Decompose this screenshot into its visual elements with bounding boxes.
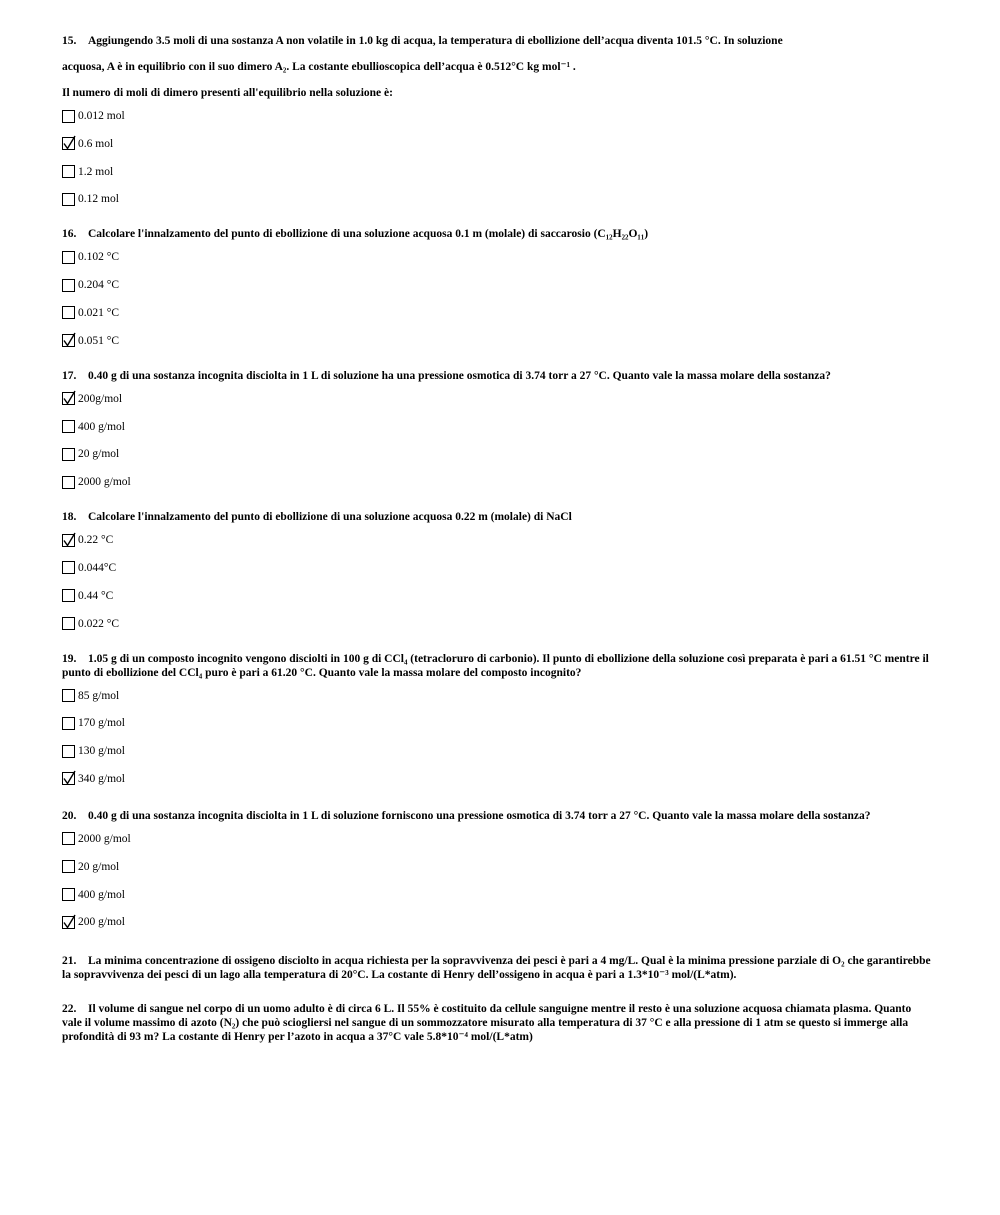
checkbox[interactable] (62, 745, 75, 758)
answer-option-label: 400 g/mol (78, 420, 125, 433)
checkbox[interactable] (62, 717, 75, 730)
checkbox[interactable] (62, 448, 75, 461)
answer-option-label: 0.204 °C (78, 279, 120, 292)
question-number: 16. (62, 228, 77, 241)
answer-option[interactable] (62, 771, 932, 787)
question-text-span: 1.05 g di un composto incognito vengono disciolti in 100 g di CCl₄ (tetracloruro di carbonio). Il punto di ebollizione della soluzione così preparata è pari a 61.51 °C mentre il punto di ebollizione del CCl₄ puro è pari a 61.20 °C. Quanto vale la massa molare del composto incognito? (62, 652, 929, 679)
answer-option-label: 0.6 mol (78, 137, 114, 150)
question-text-span: La minima concentrazione di ossigeno disciolto in acqua richiesta per la sopravvivenza dei pesci è pari a 4 mg/L. Qual è la minima pressione parziale di O₂ che garantirebbe la sopravvivenza dei pesci di un lago alla temperatura di 20°C. La costante di Henry dell’ossigeno in acqua è pari a 1.3*10⁻³ mol/(L*atm). (62, 955, 931, 982)
answer-option-label: 1.2 mol (78, 165, 114, 178)
answer-option-label: 0.051 °C (78, 334, 120, 347)
answer-option-label: 0.12 mol (78, 193, 119, 206)
checkbox[interactable] (62, 888, 75, 901)
checked-checkbox[interactable] (62, 534, 75, 547)
question-text (62, 954, 932, 982)
answer-option-label: 340 g/mol (78, 772, 125, 785)
answer-option[interactable] (62, 743, 932, 759)
answer-option-label: 20 g/mol (78, 860, 120, 873)
checked-checkbox[interactable] (62, 334, 75, 347)
question-number: 19. (62, 652, 77, 665)
answer-option[interactable] (62, 333, 932, 349)
question-18 (62, 510, 932, 631)
checkbox[interactable] (62, 476, 75, 489)
question-text (62, 809, 932, 823)
question-20 (62, 809, 932, 930)
question-text-span: 0.40 g di una sostanza incognita disciolta in 1 L di soluzione ha una pressione osmotica di 3.74 torr a 27 °C. Quanto vale la massa molare della sostanza? (88, 369, 831, 382)
question-text-span: Calcolare l'innalzamento del punto di ebollizione di una soluzione acquosa 0.22 m (molale) di NaCl (88, 511, 572, 524)
answer-option-label: 0.022 °C (78, 617, 120, 630)
answer-option-label: 2000 g/mol (78, 476, 131, 489)
checkmark-icon (62, 135, 76, 151)
options-list (62, 249, 932, 348)
options-list (62, 391, 932, 490)
checkbox[interactable] (62, 420, 75, 433)
answer-option-label: 200 g/mol (78, 916, 125, 929)
question-21 (62, 954, 932, 982)
checkbox[interactable] (62, 279, 75, 292)
question-number: 21. (62, 955, 77, 968)
answer-option[interactable] (62, 688, 932, 704)
checkbox[interactable] (62, 251, 75, 264)
checked-checkbox[interactable] (62, 392, 75, 405)
question-number: 15. (62, 35, 77, 47)
question-text-span: Calcolare l'innalzamento del punto di ebollizione di una soluzione acquosa 0.1 m (molale) di saccarosio (C₁₂H₂₂O₁₁) (88, 228, 649, 241)
options-list (62, 532, 932, 631)
answer-option[interactable] (62, 419, 932, 435)
checkmark-icon (62, 770, 76, 786)
question-19 (62, 652, 932, 787)
question-number: 18. (62, 511, 77, 524)
checked-checkbox[interactable] (62, 772, 75, 785)
question-text-span: acquosa, A è in equilibrio con il suo dimero A₂. La costante ebullioscopica dell’acqua è 0.512°C kg mol⁻¹ . (62, 61, 576, 73)
question-text (62, 369, 932, 383)
checkbox[interactable] (62, 561, 75, 574)
question-text-span: Il numero di moli di dimero presenti all'equilibrio nella soluzione è: (62, 87, 393, 99)
question-number: 20. (62, 809, 77, 822)
question-text (62, 510, 932, 524)
checkbox[interactable] (62, 589, 75, 602)
checkbox[interactable] (62, 689, 75, 702)
question-text-span: Aggiungendo 3.5 moli di una sostanza A non volatile in 1.0 kg di acqua, la temperatura di ebollizione dell’acqua diventa 101.5 °C. In soluzione (88, 35, 783, 47)
answer-option[interactable] (62, 715, 932, 731)
answer-option[interactable] (62, 616, 932, 632)
answer-option[interactable] (62, 446, 932, 462)
checkbox[interactable] (62, 306, 75, 319)
answer-option-label: 0.22 °C (78, 534, 114, 547)
checked-checkbox[interactable] (62, 137, 75, 150)
answer-option[interactable] (62, 108, 932, 124)
checkbox[interactable] (62, 110, 75, 123)
answer-option-label: 2000 g/mol (78, 832, 131, 845)
question-text (62, 227, 932, 241)
answer-option-label: 400 g/mol (78, 888, 125, 901)
answer-option[interactable] (62, 474, 932, 490)
answer-option-label: 0.102 °C (78, 251, 120, 264)
question-number: 17. (62, 369, 77, 382)
answer-option[interactable] (62, 914, 932, 930)
answer-option[interactable] (62, 164, 932, 180)
question-15 (62, 34, 932, 207)
question-text-span: Il volume di sangue nel corpo di un uomo adulto è di circa 6 L. Il 55% è costituito da cellule sanguigne mentre il resto è una soluzione acquosa chiamata plasma. Quanto vale il volume massimo di azoto (N₂) che può sciogliersi nel sangue di un sommozzatore misurato alla temperatura di 37 °C e alla pressione di 1 atm se questo si immerge alla profondità di 93 m? La costante di Henry per l’azoto in acqua a 37°C vale 5.8*10⁻⁴ mol/(L*atm) (62, 1003, 912, 1044)
answer-option-label: 0.44 °C (78, 589, 114, 602)
answer-option[interactable] (62, 305, 932, 321)
answer-option[interactable] (62, 532, 932, 548)
question-16 (62, 227, 932, 348)
question-text (62, 1002, 932, 1044)
question-number: 22. (62, 1003, 77, 1016)
answer-option[interactable] (62, 277, 932, 293)
answer-option[interactable] (62, 887, 932, 903)
checkbox[interactable] (62, 860, 75, 873)
answer-option[interactable] (62, 191, 932, 207)
answer-option[interactable] (62, 249, 932, 265)
answer-option[interactable] (62, 391, 932, 407)
checkbox[interactable] (62, 193, 75, 206)
answer-option-label: 200g/mol (78, 392, 123, 405)
question-17 (62, 369, 932, 490)
question-22 (62, 1002, 932, 1044)
question-text (62, 34, 932, 48)
quiz-page (62, 34, 932, 1062)
question-text-continued (62, 86, 932, 100)
answer-option-label: 0.021 °C (78, 306, 120, 319)
checkmark-icon (62, 914, 76, 930)
question-text-span: 0.40 g di una sostanza incognita disciolta in 1 L di soluzione forniscono una pressione osmotica di 3.74 torr a 27 °C. Quanto vale la massa molare della sostanza? (88, 809, 871, 822)
answer-option[interactable] (62, 859, 932, 875)
answer-option-label: 130 g/mol (78, 745, 125, 758)
checkmark-icon (62, 332, 76, 348)
checkmark-icon (62, 390, 76, 406)
answer-option-label: 0.012 mol (78, 110, 125, 122)
answer-option[interactable] (62, 136, 932, 152)
answer-option[interactable] (62, 588, 932, 604)
answer-option[interactable] (62, 831, 932, 847)
options-list (62, 831, 932, 930)
question-text-continued (62, 60, 932, 74)
options-list (62, 688, 932, 787)
checkmark-icon (62, 532, 76, 548)
answer-option[interactable] (62, 560, 932, 576)
answer-option-label: 85 g/mol (78, 689, 120, 702)
answer-option-label: 170 g/mol (78, 717, 125, 730)
question-text (62, 652, 932, 680)
answer-option-label: 0.044°C (78, 561, 117, 574)
options-list (62, 108, 932, 207)
answer-option-label: 20 g/mol (78, 448, 120, 461)
checkbox[interactable] (62, 165, 75, 178)
checkbox[interactable] (62, 832, 75, 845)
checkbox[interactable] (62, 617, 75, 630)
checked-checkbox[interactable] (62, 916, 75, 929)
